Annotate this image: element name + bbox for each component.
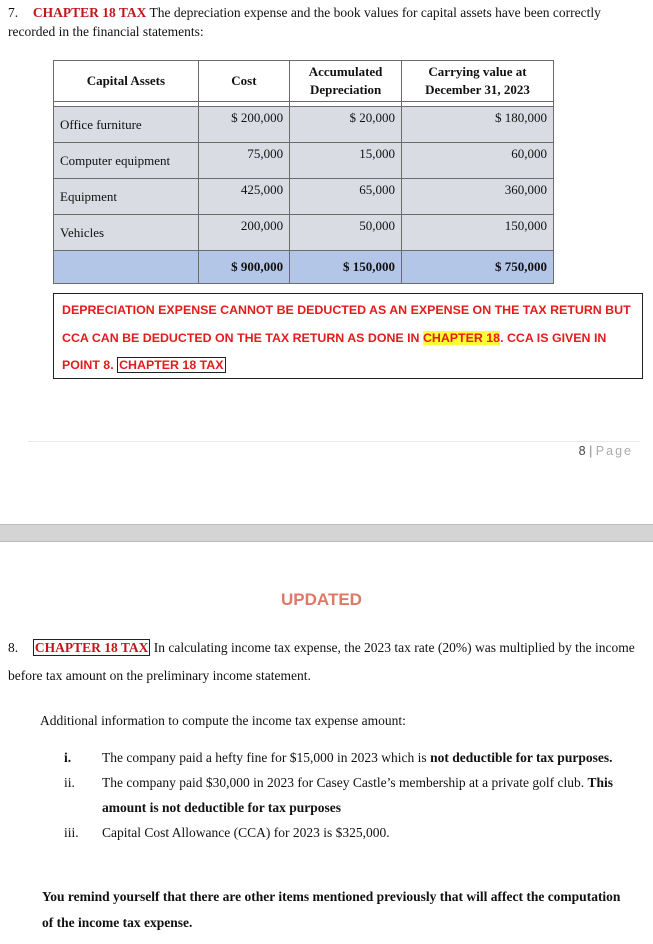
note-text-part1: DEPRECIATION EXPENSE CANNOT BE DEDUCTED AS AN EXPENSE ON THE TAX RETURN BUT CCA CAN BE DEDUCTED ON THE TAX RETURN AS DONE IN bbox=[62, 303, 631, 345]
list-marker: ii. bbox=[64, 775, 75, 790]
list-item bbox=[64, 770, 644, 820]
item-8 bbox=[8, 634, 638, 690]
page-footer bbox=[579, 444, 633, 458]
totals-row bbox=[54, 251, 554, 284]
header-cost: Cost bbox=[198, 61, 289, 102]
asset-accumulated: 65,000 bbox=[290, 179, 402, 215]
list-text: The company paid a hefty fine for $15,000 in 2023 which is bbox=[102, 750, 431, 765]
asset-cost: 75,000 bbox=[198, 143, 289, 179]
total-accumulated: $ 150,000 bbox=[290, 251, 402, 284]
updated-label: UPDATED bbox=[281, 590, 362, 609]
header-capital-assets: Capital Assets bbox=[54, 61, 199, 102]
remind-note: You remind yourself that there are other items mentioned previously that will affect the computation of the income tax expense. bbox=[42, 889, 621, 930]
note-boxed-tag: CHAPTER 18 TAX bbox=[119, 358, 224, 372]
table-row bbox=[54, 215, 554, 251]
item-8-tag: CHAPTER 18 TAX bbox=[34, 640, 149, 655]
page-break bbox=[0, 524, 653, 542]
list-bold: not deductible for tax purposes. bbox=[430, 750, 613, 765]
item-8-number: 8. bbox=[8, 640, 19, 655]
list-text: Capital Cost Allowance (CCA) for 2023 is $325,000. bbox=[102, 825, 390, 840]
list-item bbox=[64, 745, 644, 770]
asset-name: Office furniture bbox=[54, 107, 199, 143]
header-carrying-line2: December 31, 2023 bbox=[425, 82, 530, 97]
item-7-text: The depreciation expense and the book values for capital assets have been correctly recorded in the financial statements: bbox=[8, 5, 601, 39]
header-accumulated-depreciation bbox=[290, 61, 402, 102]
list-item bbox=[64, 820, 644, 845]
total-cost: $ 900,000 bbox=[198, 251, 289, 284]
asset-name: Computer equipment bbox=[54, 143, 199, 179]
list-marker: iii. bbox=[64, 825, 79, 840]
header-accumulated-line1: Accumulated bbox=[308, 64, 383, 79]
page-label: Page bbox=[595, 444, 633, 458]
asset-accumulated: 15,000 bbox=[290, 143, 402, 179]
list-text: The company paid $30,000 in 2023 for Casey Castle’s membership at a private golf club. bbox=[102, 775, 588, 790]
header-accumulated-line2: Depreciation bbox=[309, 82, 382, 97]
page-number: 8 bbox=[578, 444, 586, 458]
table-row bbox=[54, 179, 554, 215]
note-text-part2: . CCA IS GIVEN IN POINT 8. bbox=[62, 330, 607, 372]
depreciation-note bbox=[53, 293, 643, 379]
total-carrying: $ 750,000 bbox=[402, 251, 554, 284]
asset-name: Equipment bbox=[54, 179, 199, 215]
asset-cost: 200,000 bbox=[198, 215, 289, 251]
table-header-row bbox=[54, 61, 554, 102]
asset-accumulated: $ 20,000 bbox=[290, 107, 402, 143]
asset-name: Vehicles bbox=[54, 215, 199, 251]
asset-carrying: 360,000 bbox=[402, 179, 554, 215]
list-bold: This amount is not deductible for tax purposes bbox=[102, 775, 614, 815]
list-marker: i. bbox=[64, 750, 72, 765]
table-row bbox=[54, 107, 554, 143]
item-7-tag: CHAPTER 18 TAX bbox=[32, 5, 147, 20]
page-separator: | bbox=[589, 444, 593, 458]
table-row bbox=[54, 143, 554, 179]
item-8-text: In calculating income tax expense, the 2023 tax rate (20%) was multiplied by the income before tax amount on the preliminary income statement. bbox=[8, 640, 635, 683]
asset-carrying: 150,000 bbox=[402, 215, 554, 251]
note-highlight: CHAPTER 18 bbox=[422, 330, 501, 345]
totals-label-cell bbox=[54, 251, 199, 284]
additional-info-list bbox=[64, 745, 644, 845]
item-7 bbox=[8, 3, 608, 41]
header-carrying-value bbox=[402, 61, 554, 102]
capital-assets-table bbox=[53, 60, 554, 284]
asset-cost: 425,000 bbox=[198, 179, 289, 215]
asset-accumulated: 50,000 bbox=[290, 215, 402, 251]
footer-divider bbox=[28, 441, 640, 442]
item-7-number: 7. bbox=[8, 5, 19, 20]
additional-info: Additional information to compute the income tax expense amount: bbox=[40, 713, 406, 728]
header-carrying-line1: Carrying value at bbox=[428, 64, 527, 79]
asset-carrying: $ 180,000 bbox=[402, 107, 554, 143]
asset-carrying: 60,000 bbox=[402, 143, 554, 179]
asset-cost: $ 200,000 bbox=[198, 107, 289, 143]
